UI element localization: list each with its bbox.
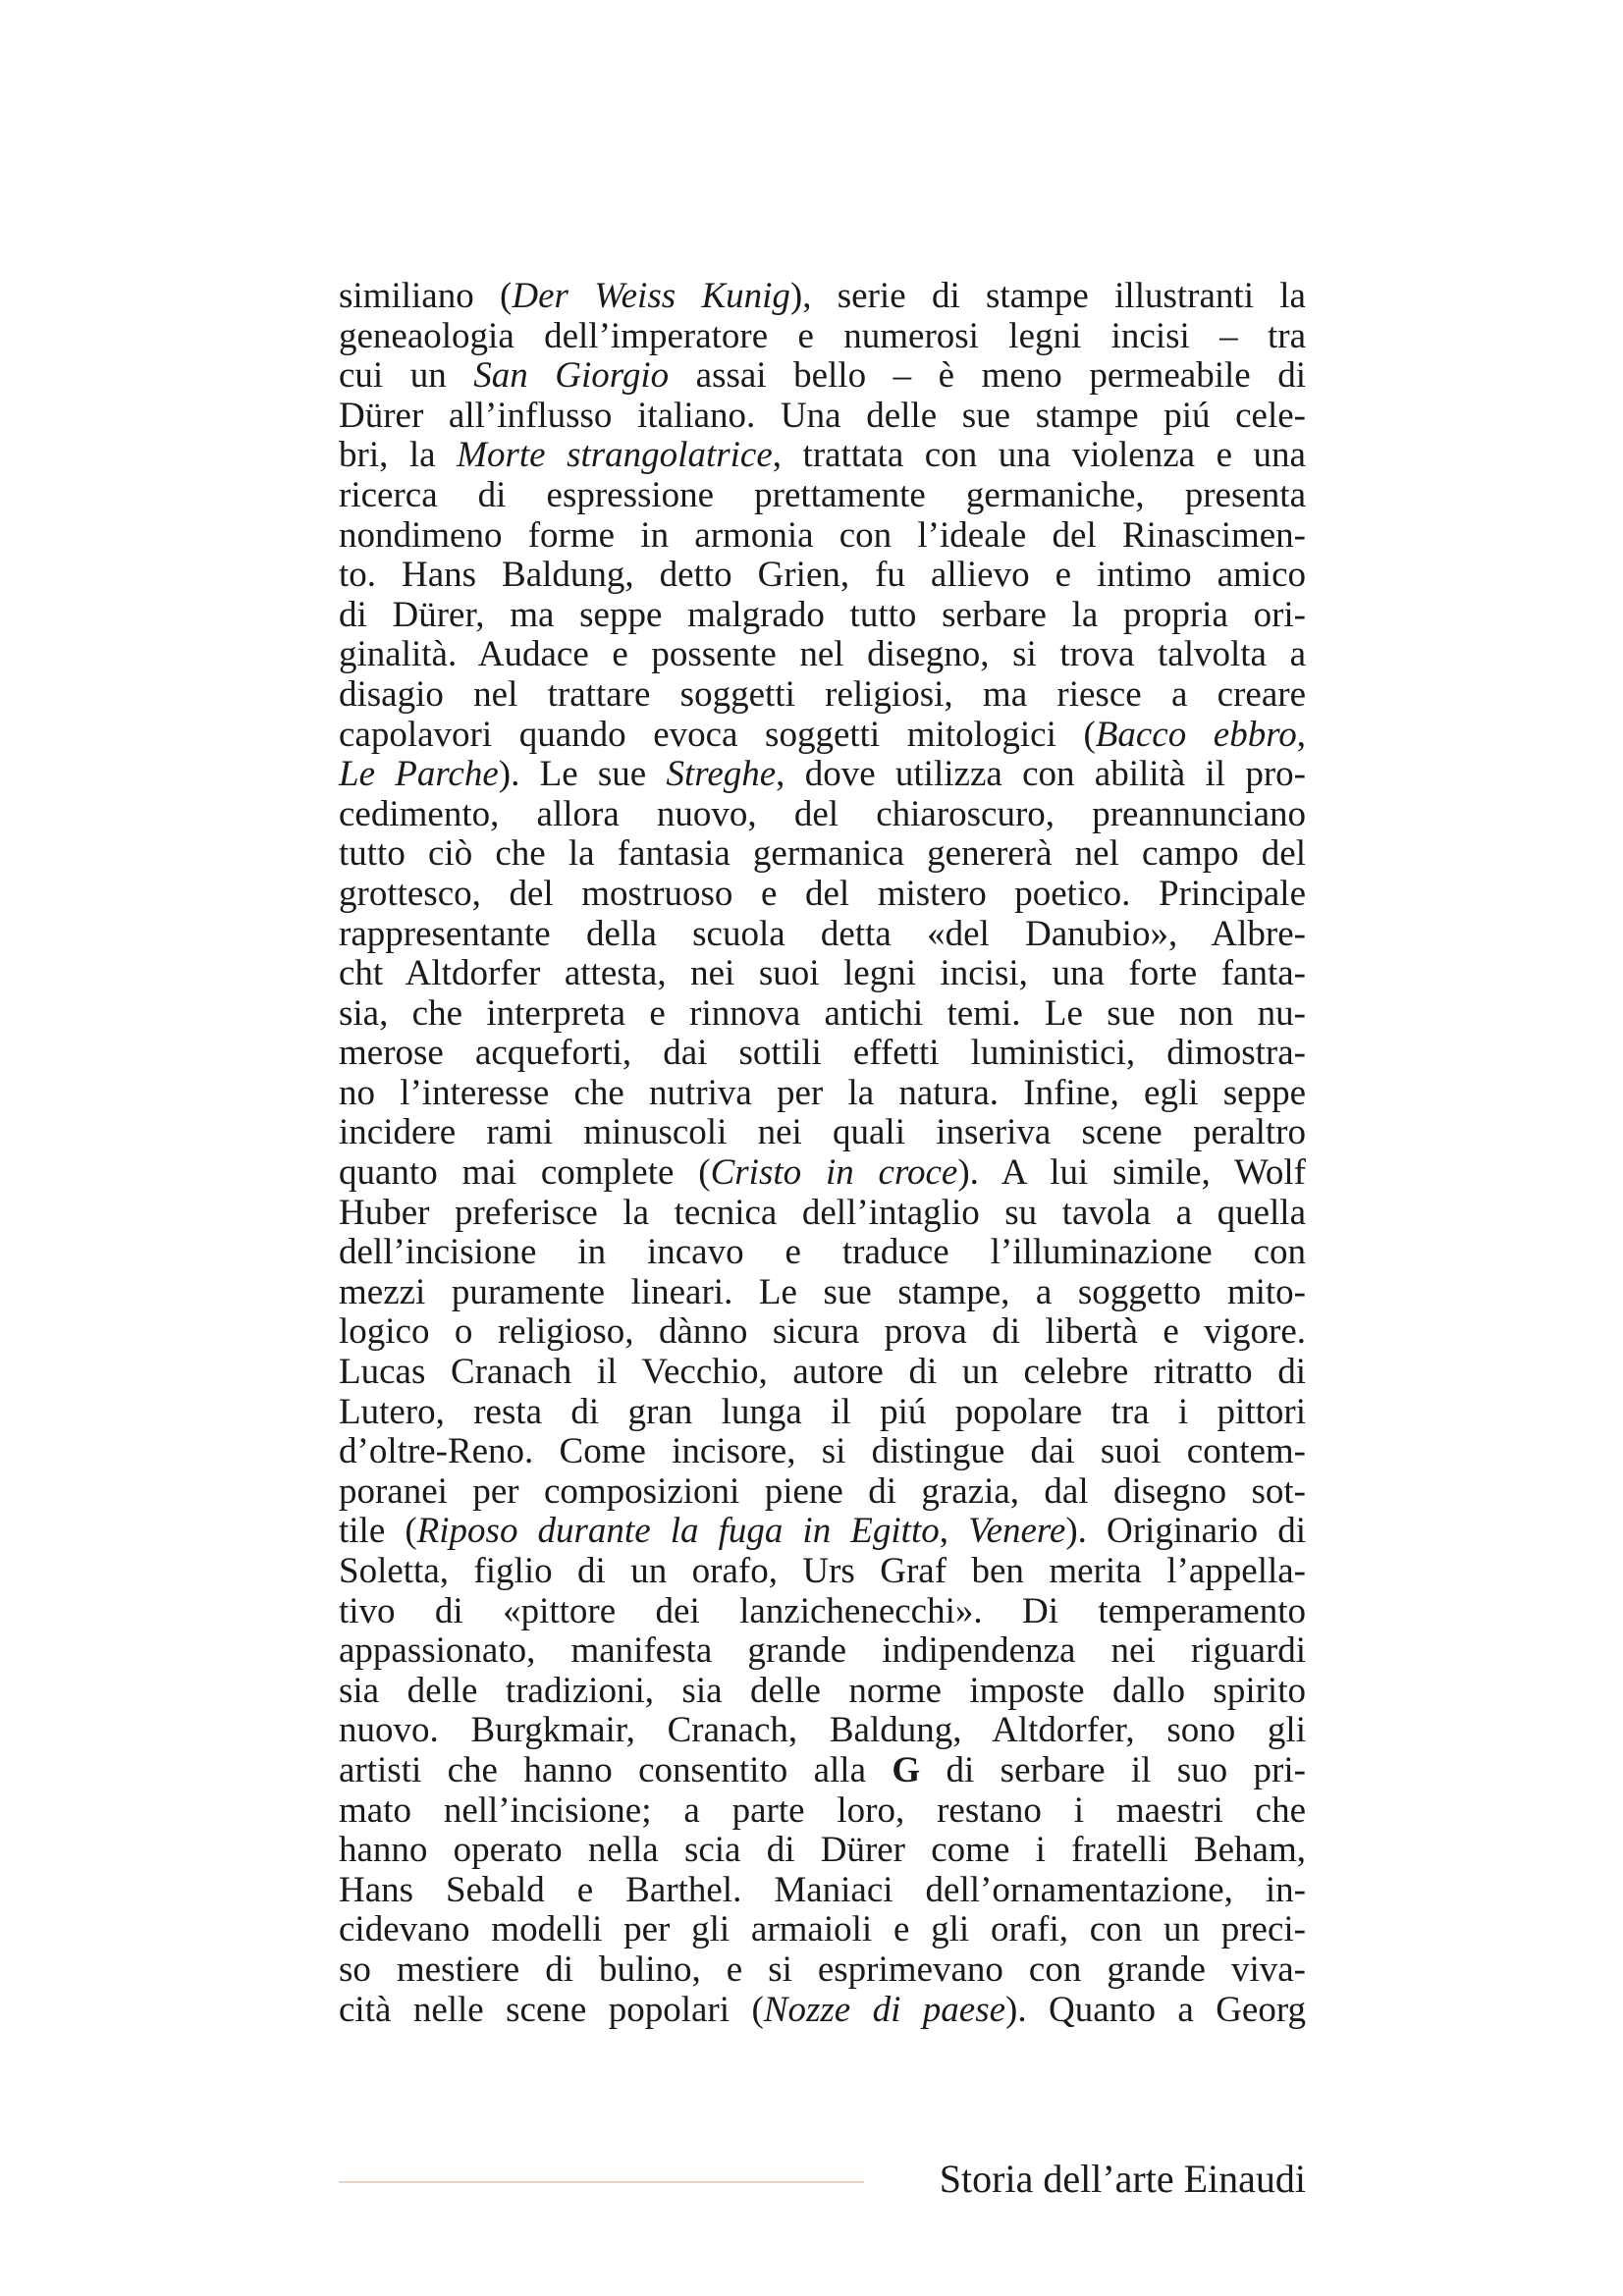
text-line — [339, 1950, 1306, 1991]
text-run: merose acqueforti, dai sottili effetti luministici, dimostra- — [339, 1033, 1306, 1074]
text-run: disagio nel trattare soggetti religiosi, ma riesce a creare — [339, 673, 1306, 715]
text-run: tivo di «pittore dei lanzichenecchi». Di temperamento — [339, 1590, 1306, 1631]
text-run: logico o religioso, dànno sicura prova di libertà e vigore. — [339, 1311, 1306, 1353]
text-run: bri, la — [339, 435, 458, 476]
text-run: so mestiere di bulino, e si esprimevano con grande viva- — [339, 1949, 1306, 1990]
body-text — [339, 277, 1306, 2030]
text-line — [339, 1113, 1306, 1153]
text-run: capolavori quando evoca soggetti mitologici ( — [339, 714, 1096, 755]
text-run: to. Hans Baldung, detto Grien, fu allievo e intimo amico — [339, 555, 1306, 596]
text-line — [339, 476, 1306, 516]
text-run: nuovo. Burgkmair, Cranach, Baldung, Altdorfer, sono gli — [339, 1710, 1306, 1751]
text-line — [339, 356, 1306, 397]
text-line — [339, 277, 1306, 317]
text-line — [339, 1991, 1306, 2031]
text-run: di serbare il suo pri- — [920, 1749, 1306, 1790]
italic-title: Streghe — [666, 754, 777, 795]
text-run: similiano ( — [339, 276, 513, 316]
bold-term: G — [892, 1749, 921, 1790]
text-line — [339, 1312, 1306, 1353]
italic-title: Le Parche — [339, 754, 499, 795]
text-line — [339, 635, 1306, 675]
text-line — [339, 1034, 1306, 1074]
text-run: ricerca di espressione prettamente germaniche, presenta — [339, 474, 1306, 515]
text-run: hanno operato nella scia di Dürer come i fratelli Beham, — [339, 1830, 1306, 1871]
italic-title: Morte strangolatrice — [457, 435, 773, 476]
text-line — [339, 1472, 1306, 1513]
italic-title: Der Weiss Kunig — [512, 276, 790, 316]
text-run: cidevano modelli per gli armaioli e gli orafi, con un preci- — [339, 1909, 1306, 1950]
text-line — [339, 516, 1306, 557]
text-line — [339, 1432, 1306, 1472]
text-run: di Dürer, ma seppe malgrado tutto serbare la propria ori- — [339, 594, 1306, 635]
text-run: ). Le sue — [498, 754, 667, 795]
text-run: Soletta, figlio di un orafo, Urs Graf ben merita l’appella- — [339, 1551, 1306, 1591]
text-line — [339, 1831, 1306, 1871]
text-line — [339, 1393, 1306, 1433]
text-line — [339, 994, 1306, 1035]
text-run: mato nell’incisione; a parte loro, restano i maestri che — [339, 1789, 1306, 1831]
italic-title: Venere — [968, 1511, 1066, 1552]
text-line — [339, 915, 1306, 955]
text-run: , dove utilizza con abilità il pro- — [776, 754, 1306, 795]
text-run: Lucas Cranach il Vecchio, autore di un celebre ritratto di — [339, 1352, 1306, 1393]
text-run: cedimento, allora nuovo, del chiaroscuro, preannunciano — [339, 793, 1306, 834]
text-run: , trattata con una violenza e una — [772, 435, 1306, 476]
text-line — [339, 436, 1306, 476]
text-line — [339, 1791, 1306, 1832]
text-run: cht Altdorfer attesta, nei suoi legni incisi, una forte fanta- — [339, 953, 1306, 994]
italic-title: Bacco ebbro — [1095, 714, 1297, 755]
text-line — [339, 1871, 1306, 1911]
text-line — [339, 1751, 1306, 1791]
text-run: ). A lui simile, Wolf — [957, 1152, 1307, 1194]
footer-rule — [339, 2181, 864, 2183]
text-run: Hans Sebald e Barthel. Maniaci dell’ornamentazione, in- — [339, 1869, 1306, 1910]
text-run: ). Originario di — [1065, 1511, 1306, 1552]
italic-title: Cristo in croce — [710, 1152, 958, 1194]
text-line — [339, 1353, 1306, 1393]
text-run: quanto mai complete ( — [339, 1152, 711, 1194]
text-line — [339, 795, 1306, 835]
text-run: , — [1296, 714, 1306, 755]
text-run: nondimeno forme in armonia con l’ideale del Rinascimen- — [339, 514, 1306, 556]
text-run: grottesco, del mostruoso e del mistero poetico. Principale — [339, 873, 1306, 914]
text-line — [339, 954, 1306, 994]
text-line — [339, 716, 1306, 756]
text-run: dell’incisione in incavo e traduce l’illuminazione con — [339, 1232, 1306, 1273]
text-run: artisti che hanno consentito alla — [339, 1749, 893, 1790]
text-run: tutto ciò che la fantasia germanica genererà nel campo del — [339, 833, 1306, 875]
text-run: Dürer all’influsso italiano. Una delle sue stampe piú cele- — [339, 395, 1306, 436]
text-run: cui un — [339, 355, 474, 397]
text-run: mezzi puramente lineari. Le sue stampe, a soggetto mito- — [339, 1271, 1306, 1312]
text-run: ). Quanto a Georg — [1005, 1989, 1306, 2030]
text-run: no l’interesse che nutriva per la natura. Infine, egli seppe — [339, 1072, 1306, 1113]
text-line — [339, 1153, 1306, 1194]
text-line — [339, 317, 1306, 357]
text-run: incidere rami minuscoli nei quali inseriva scene peraltro — [339, 1112, 1306, 1153]
text-run: poranei per composizioni piene di grazia, dal disegno sot- — [339, 1470, 1306, 1512]
text-run: assai bello – è meno permeabile di — [669, 355, 1306, 397]
text-line — [339, 1074, 1306, 1114]
text-line — [339, 1512, 1306, 1552]
text-line — [339, 1592, 1306, 1632]
text-run: appassionato, manifesta grande indipendenza nei riguardi — [339, 1630, 1306, 1672]
text-run: sia delle tradizioni, sia delle norme imposte dallo spirito — [339, 1670, 1306, 1711]
text-run: geneaologia dell’imperatore e numerosi legni incisi – tra — [339, 315, 1306, 356]
text-line — [339, 1194, 1306, 1234]
footer-title: Storia dell’arte Einaudi — [939, 2157, 1306, 2201]
text-line — [339, 834, 1306, 875]
text-line — [339, 556, 1306, 596]
italic-title: Riposo durante la fuga in Egitto — [416, 1511, 940, 1552]
text-run: Lutero, resta di gran lunga il piú popolare tra i pittori — [339, 1391, 1306, 1432]
text-line — [339, 1711, 1306, 1751]
text-run: cità nelle scene popolari ( — [339, 1989, 764, 2030]
text-line — [339, 397, 1306, 437]
text-run: rappresentante della scuola detta «del Danubio», Albre- — [339, 913, 1306, 954]
text-run: tile ( — [339, 1511, 417, 1552]
italic-title: Nozze di paese — [763, 1989, 1006, 2030]
text-line — [339, 1672, 1306, 1712]
text-run: ginalità. Audace e possente nel disegno, si trova talvolta a — [339, 634, 1306, 675]
text-run: Huber preferisce la tecnica dell’intaglio su tavola a quella — [339, 1192, 1306, 1233]
text-line — [339, 1910, 1306, 1950]
text-run: d’oltre-Reno. Come incisore, si distingue dai suoi contem- — [339, 1431, 1306, 1472]
text-line — [339, 1273, 1306, 1313]
text-run: sia, che interpreta e rinnova antichi temi. Le sue non nu- — [339, 992, 1306, 1034]
text-line — [339, 1552, 1306, 1592]
text-line — [339, 875, 1306, 915]
text-line — [339, 1233, 1306, 1273]
text-line — [339, 596, 1306, 636]
text-line — [339, 1631, 1306, 1672]
text-run: , — [939, 1511, 969, 1552]
text-line — [339, 755, 1306, 795]
text-run: ), serie di stampe illustranti la — [789, 276, 1306, 316]
text-line — [339, 675, 1306, 716]
italic-title: San Giorgio — [473, 355, 670, 397]
